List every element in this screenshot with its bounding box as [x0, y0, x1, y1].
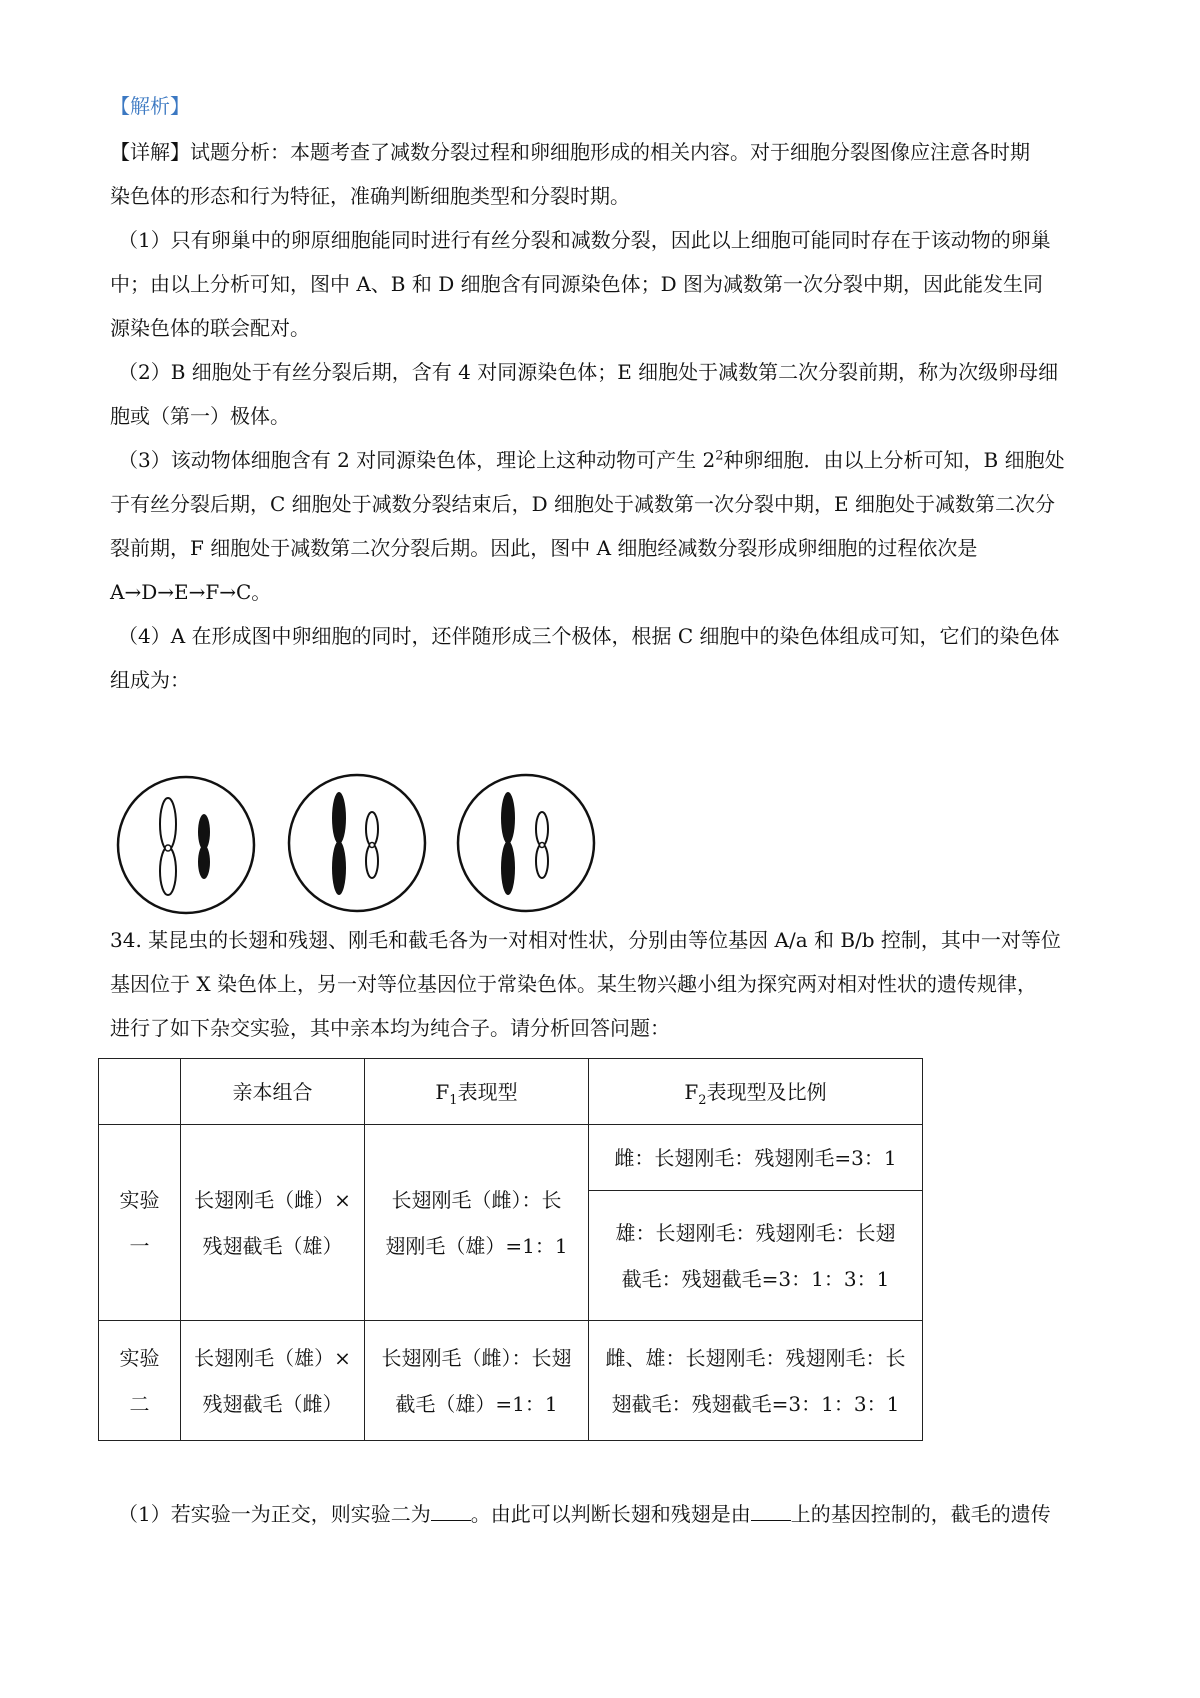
- table-header-row: [99, 1059, 923, 1125]
- exp2-f1: 长翅刚毛（雌）：长翅 截毛（雄）=1：1: [365, 1321, 589, 1441]
- answer-3-line-3: 裂前期，F 细胞处于减数第二次分裂后期。因此，图中 A 细胞经减数分裂形成卵细胞的过程依次是: [110, 536, 978, 560]
- exp1-f1: 长翅刚毛（雌）：长 翅刚毛（雄）=1：1: [365, 1125, 589, 1321]
- exp1-f2-male: 雄：长翅刚毛：残翅刚毛：长翅 截毛：残翅截毛=3：1：3：1: [589, 1191, 923, 1321]
- hybridization-table: [98, 1058, 923, 1441]
- answer-1-line-2: 中；由以上分析可知，图中 A、B 和 D 细胞含有同源染色体；D 图为减数第一次分裂中期，因此能发生同: [110, 272, 1043, 296]
- exp1-parents: 长翅刚毛（雌）× 残翅截毛（雄）: [181, 1125, 365, 1321]
- exp1-f2-female: 雌：长翅刚毛：残翅刚毛=3：1: [589, 1125, 923, 1191]
- polar-body-chromosome-figure: [108, 770, 608, 920]
- question-34-line-2: 基因位于 X 染色体上，另一对等位基因位于常染色体。某生物兴趣小组为探究两对相对性状的遗传规律，: [110, 972, 1037, 996]
- exp2-label: 实验 二: [99, 1321, 181, 1441]
- header-f1: $F_1$表现型: [365, 1059, 589, 1125]
- exp2-f2: 雌、雄：长翅刚毛：残翅刚毛：长 翅截毛：残翅截毛=3：1：3：1: [589, 1321, 923, 1441]
- sub-question-1: （1）若实验一为正交，则实验二为 。由此可以判断长翅和残翅是由 上的基因控制的，截毛的遗传: [118, 1502, 1051, 1526]
- exp1-label: 实验 一: [99, 1125, 181, 1321]
- answer-4-line-2: 组成为：: [110, 668, 190, 692]
- answer-2-line-1: （2）B 细胞处于有丝分裂后期，含有 4 对同源染色体；E 细胞处于减数第二次分裂前期，称为次级卵母细: [118, 360, 1059, 384]
- answer-2-line-2: 胞或（第一）极体。: [110, 404, 290, 428]
- answer-3-line-4: A→D→E→F→C。: [110, 580, 272, 604]
- cell-3: [458, 775, 594, 911]
- detail-line-2: 染色体的形态和行为特征，准确判断细胞类型和分裂时期。: [110, 184, 630, 208]
- header-f2: $F_2$表现型及比例: [589, 1059, 923, 1125]
- header-empty-cell: [99, 1059, 181, 1125]
- detail-line-1: 【详解】试题分析：本题考查了减数分裂过程和卵细胞形成的相关内容。对于细胞分裂图像应注意各时期: [110, 140, 1030, 164]
- exp2-parents: 长翅刚毛（雄）× 残翅截毛（雌）: [181, 1321, 365, 1441]
- answer-blank-2[interactable]: [751, 1500, 791, 1521]
- question-34-line-3: 进行了如下杂交实验，其中亲本均为纯合子。请分析回答问题：: [110, 1016, 670, 1040]
- answer-1-line-3: 源染色体的联会配对。: [110, 316, 310, 340]
- answer-4-line-1: （4）A 在形成图中卵细胞的同时，还伴随形成三个极体，根据 C 细胞中的染色体组成可知，它们的染色体: [118, 624, 1060, 648]
- analysis-heading: 【解析】: [110, 94, 190, 118]
- answer-3-line-2: 于有丝分裂后期，C 细胞处于减数分裂结束后，D 细胞处于减数第一次分裂中期，E 细胞处于减数第二次分: [110, 492, 1056, 516]
- header-parents: 亲本组合: [181, 1059, 365, 1125]
- table-row: [99, 1125, 923, 1191]
- cell-2: [289, 775, 425, 911]
- answer-3-line-1: （3）该动物体细胞含有 2 对同源染色体，理论上这种动物可产生 $2^2$种卵细胞．由以上分析可知，B 细胞处: [118, 448, 1065, 472]
- question-34-line-1: 34. 某昆虫的长翅和残翅、刚毛和截毛各为一对相对性状，分别由等位基因 A/a 和 B/b 控制，其中一对等位: [110, 928, 1061, 952]
- cell-1: [118, 777, 254, 913]
- table-row: [99, 1321, 923, 1441]
- answer-1-line-1: （1）只有卵巢中的卵原细胞能同时进行有丝分裂和减数分裂，因此以上细胞可能同时存在于该动物的卵巢: [118, 228, 1051, 252]
- answer-blank-1[interactable]: [431, 1500, 471, 1521]
